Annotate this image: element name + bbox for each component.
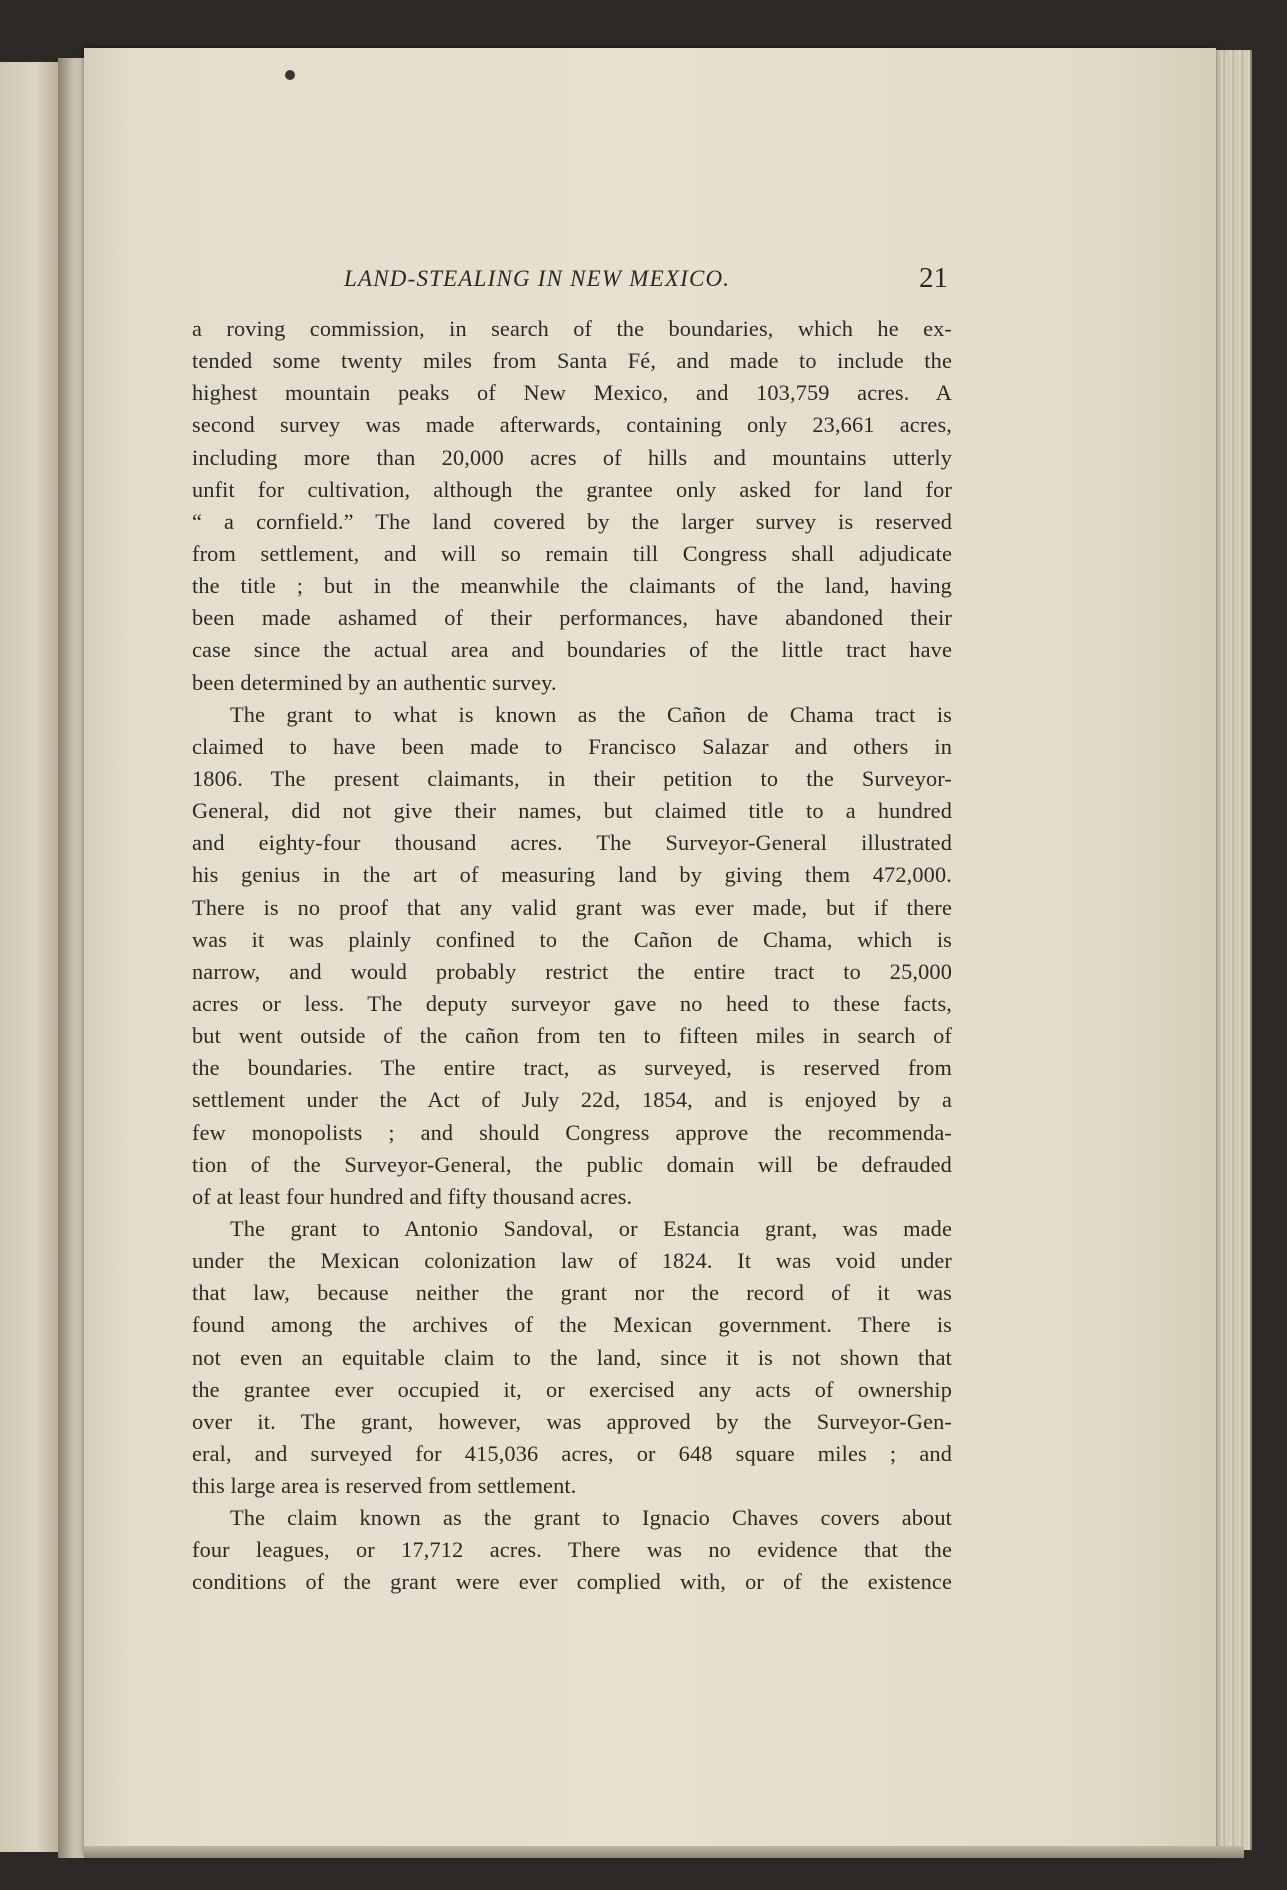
paragraph <box>192 699 952 1213</box>
text-line: General, did not give their names, but claimed title to a hundred <box>192 798 952 824</box>
text-line: The grant to what is known as the Cañon de Chama tract is <box>230 701 952 727</box>
text-line: settlement under the Act of July 22d, 1854, and is enjoyed by a <box>192 1087 952 1113</box>
body-text <box>192 313 952 1599</box>
text-line: The claim known as the grant to Ignacio Chaves covers about <box>230 1505 952 1531</box>
text-line: acres or less. The deputy surveyor gave no heed to these facts, <box>192 990 952 1016</box>
text-line: a roving commission, in search of the boundaries, which he ex- <box>192 316 952 341</box>
text-line: tended some twenty miles from Santa Fé, and made to include the <box>192 348 952 374</box>
text-line: from settlement, and will so remain till Congress shall adjudicate <box>192 540 952 566</box>
text-line: that law, because neither the grant nor the record of it was <box>192 1280 952 1306</box>
text-line: narrow, and would probably restrict the entire tract to 25,000 <box>192 958 952 984</box>
text-line: not even an equitable claim to the land, since it is not shown that <box>192 1344 952 1370</box>
text-line: unfit for cultivation, although the grantee only asked for land for <box>192 476 952 502</box>
text-line: found among the archives of the Mexican government. There is <box>192 1312 952 1338</box>
text-line: but went outside of the cañon from ten to fifteen miles in search of <box>192 1023 952 1049</box>
text-line: “ a cornfield.” The land covered by the larger survey is reserved <box>192 508 952 534</box>
text-line: tion of the Surveyor-General, the public domain will be defrauded <box>192 1151 952 1177</box>
text-line: of at least four hundred and fifty thousand acres. <box>192 1183 633 1209</box>
text-line: case since the actual area and boundaries of the little tract have <box>192 637 952 663</box>
text-line: four leagues, or 17,712 acres. There was no evidence that the <box>192 1537 952 1563</box>
paragraph <box>192 1502 952 1598</box>
text-line: eral, and surveyed for 415,036 acres, or 648 square miles ; and <box>192 1440 952 1466</box>
running-title: LAND-STEALING IN NEW MEXICO. <box>344 266 731 291</box>
text-line: over it. The grant, however, was approved by the Surveyor-Gen- <box>192 1408 952 1434</box>
text-line: few monopolists ; and should Congress approve the recommenda- <box>192 1119 952 1145</box>
text-line: including more than 20,000 acres of hills and mountains utterly <box>192 444 952 470</box>
page-bottom-edge <box>84 1846 1244 1858</box>
text-line: There is no proof that any valid grant was ever made, but if there <box>192 894 952 920</box>
text-line: highest mountain peaks of New Mexico, and 103,759 acres. A <box>192 380 952 406</box>
text-line: The grant to Antonio Sandoval, or Estancia grant, was made <box>230 1215 952 1241</box>
text-line: under the Mexican colonization law of 1824. It was void under <box>192 1248 952 1274</box>
text-line: the title ; but in the meanwhile the claimants of the land, having <box>192 573 952 599</box>
text-line: second survey was made afterwards, containing only 23,661 acres, <box>192 412 952 438</box>
left-page-edge <box>0 62 60 1852</box>
text-line: the boundaries. The entire tract, as surveyed, is reserved from <box>192 1055 952 1081</box>
text-line: was it was plainly confined to the Cañon de Chama, which is <box>192 926 952 952</box>
text-line: 1806. The present claimants, in their petition to the Surveyor- <box>192 765 952 791</box>
text-line: the grantee ever occupied it, or exercised any acts of ownership <box>192 1376 952 1402</box>
ink-spot-mark <box>285 70 295 80</box>
page-number: 21 <box>919 262 948 294</box>
paragraph <box>192 313 952 699</box>
text-line: been determined by an authentic survey. <box>192 669 557 695</box>
paragraph <box>192 1213 952 1502</box>
text-line: this large area is reserved from settlement. <box>192 1473 577 1499</box>
text-line: claimed to have been made to Francisco Salazar and others in <box>192 733 952 759</box>
text-line: and eighty-four thousand acres. The Surveyor-General illustrated <box>192 830 952 856</box>
text-line: his genius in the art of measuring land by giving them 472,000. <box>192 862 952 888</box>
text-line: conditions of the grant were ever complied with, or of the existence <box>192 1569 952 1595</box>
text-line: been made ashamed of their performances, have abandoned their <box>192 605 952 631</box>
running-head <box>192 262 952 302</box>
